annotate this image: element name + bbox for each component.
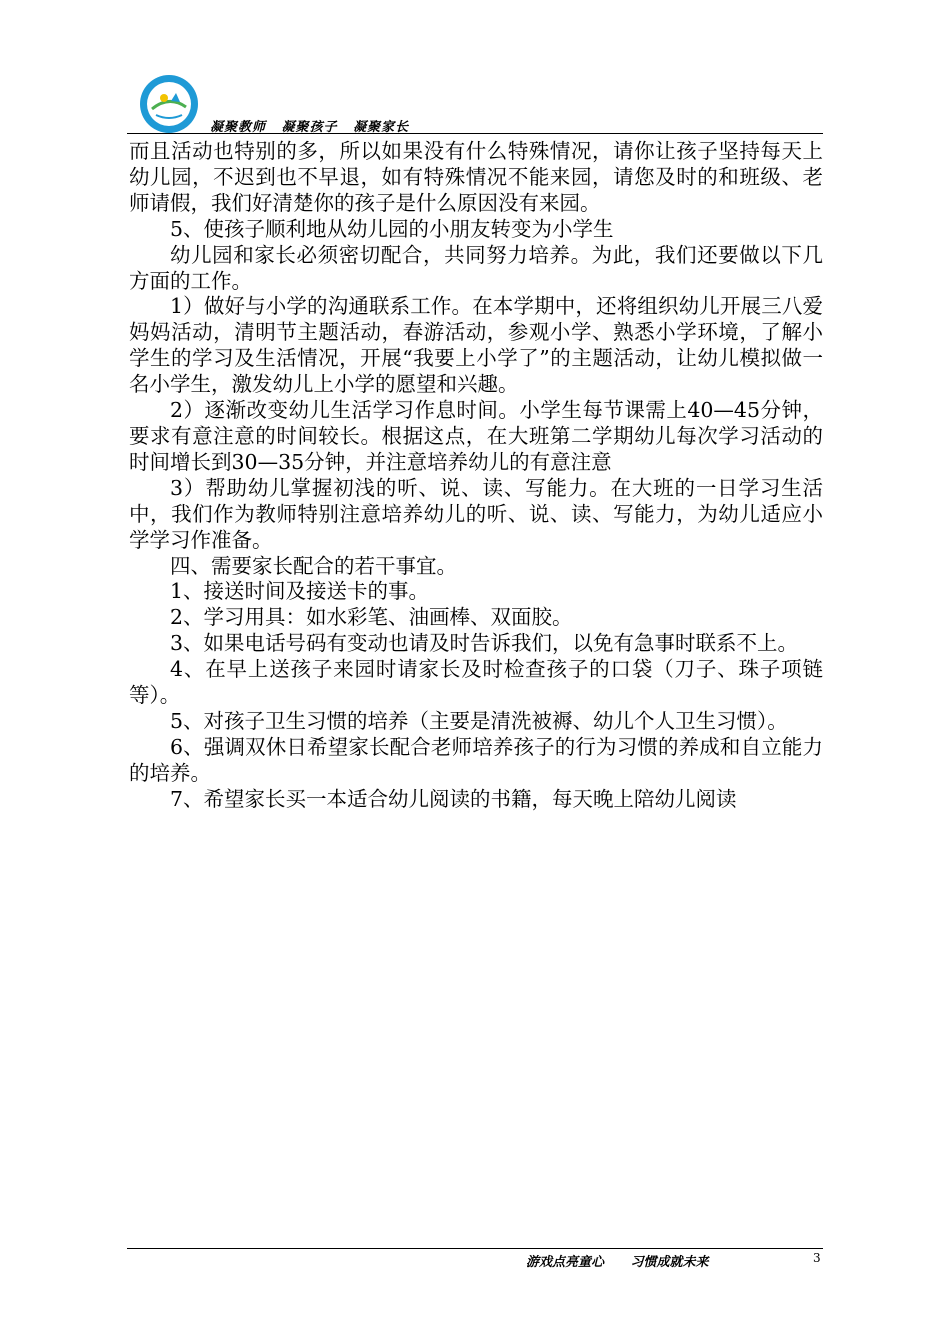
paragraph: 1）做好与小学的沟通联系工作。在本学期中，还将组织幼儿开展三八爱妈妈活动，清明节主题活动，春游活动，参观小学、熟悉小学环境，了解小学生的学习及生活情况，开展“我要上小学了”的主题活动，让幼儿模拟做一名小学生，激发幼儿上小学的愿望和兴趣。 xyxy=(129,294,823,397)
paragraph: 4、在早上送孩子来园时请家长及时检查孩子的口袋（刀子、珠子项链等）。 xyxy=(129,657,823,708)
header-divider xyxy=(127,133,823,134)
paragraph: 幼儿园和家长必须密切配合，共同努力培养。为此，我们还要做以下几方面的工作。 xyxy=(129,242,823,293)
header-slogan-part: 凝聚家长 xyxy=(353,120,410,135)
paragraph: 四、需要家长配合的若干事宜。 xyxy=(170,553,457,578)
page-number: 3 xyxy=(813,1251,821,1265)
paragraph: 2）逐渐改变幼儿生活学习作息时间。小学生每节课需上40—45分钟，要求有意注意的时间较长。根据这点，在大班第二学期幼儿每次学习活动的时间增长到30—35分钟，并注意培养幼儿的有意注意 xyxy=(129,398,823,474)
header-slogan-part: 凝聚孩子 xyxy=(281,120,338,135)
paragraph: 7、希望家长买一本适合幼儿阅读的书籍，每天晚上陪幼儿阅读 xyxy=(170,786,737,811)
paragraph: 2、学习用具：如水彩笔、油画棒、双面胶。 xyxy=(170,605,573,630)
document-body xyxy=(129,139,823,813)
paragraph: 3）帮助幼儿掌握初浅的听、说、读、写能力。在大班的一日学习生活中，我们作为教师特别注意培养幼儿的听、说、读、写能力，为幼儿适应小学学习作准备。 xyxy=(129,475,823,552)
paragraph: 而且活动也特别的多，所以如果没有什么特殊情况，请你让孩子坚持每天上幼儿园，不迟到也不早退，如有特殊情况不能来园，请您及时的和班级、老师请假，我们好清楚你的孩子是什么原因没有来园。 xyxy=(129,139,823,215)
paragraph: 1、接送时间及接送卡的事。 xyxy=(170,579,430,604)
kindergarten-logo xyxy=(138,73,200,135)
paragraph: 6、强调双休日希望家长配合老师培养孩子的行为习惯的养成和自立能力的培养。 xyxy=(129,734,823,785)
footer-slogan xyxy=(526,1251,709,1270)
footer-slogan-part: 习惯成就未来 xyxy=(630,1255,709,1270)
paragraph: 3、如果电话号码有变动也请及时告诉我们，以免有急事时联系不上。 xyxy=(170,631,799,656)
footer-slogan-part: 游戏点亮童心 xyxy=(526,1255,605,1270)
header-slogan-part: 凝聚教师 xyxy=(210,120,267,135)
footer-divider xyxy=(127,1248,823,1249)
paragraph: 5、对孩子卫生习惯的培养（主要是清洗被褥、幼儿个人卫生习惯）。 xyxy=(170,708,788,733)
paragraph: 5、使孩子顺利地从幼儿园的小朋友转变为小学生 xyxy=(170,216,614,241)
